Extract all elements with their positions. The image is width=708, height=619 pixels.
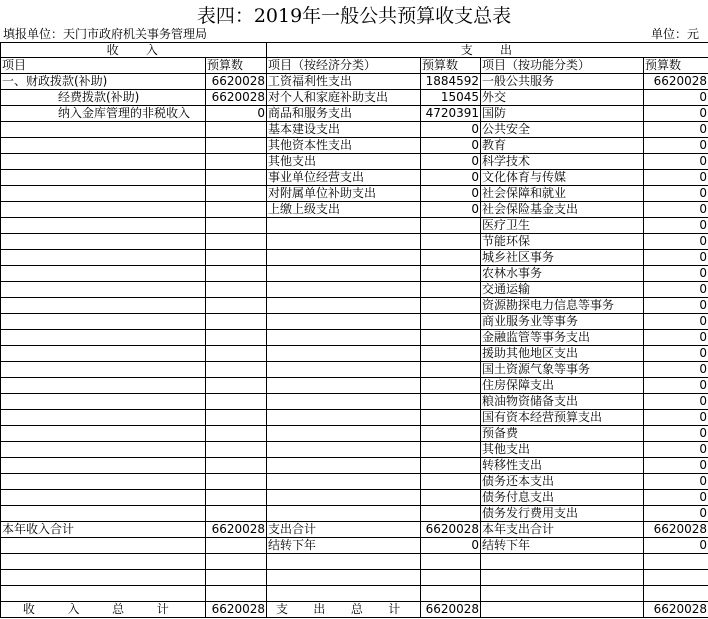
econ-item-label: [267, 362, 421, 378]
econ-item-label: 基本建设支出: [267, 122, 421, 138]
econ-carry-label: 结转下年: [267, 538, 421, 554]
econ-item-label: [267, 442, 421, 458]
table-row: [1, 154, 708, 170]
econ-total-value: 6620028: [421, 522, 481, 538]
totals-row: [1, 522, 708, 538]
func-item-value: 6620028: [644, 74, 708, 90]
col-header-econ-item: 项目（按经济分类）: [267, 58, 421, 74]
econ-item-label: [267, 458, 421, 474]
func-item-value: 0: [644, 186, 708, 202]
income-item-value: [206, 154, 267, 170]
income-item-value: [206, 234, 267, 250]
income-item-label: [1, 346, 206, 362]
empty-cell: [481, 554, 644, 570]
econ-item-value: [421, 474, 481, 490]
empty-cell: [206, 586, 267, 602]
col-header-econ-budget: 预算数: [421, 58, 481, 74]
func-item-label: 国有资本经营预算支出: [481, 410, 644, 426]
income-item-value: [206, 426, 267, 442]
table-row: [1, 458, 708, 474]
grand-expense-value: 6620028: [421, 602, 481, 618]
econ-carry-value: 0: [421, 538, 481, 554]
table-row: [1, 170, 708, 186]
income-item-label: [1, 186, 206, 202]
income-section-header: 收 入: [1, 43, 267, 58]
col-header-func-item: 项目（按功能分类）: [481, 58, 644, 74]
econ-item-value: 0: [421, 154, 481, 170]
func-item-label: 社会保险基金支出: [481, 202, 644, 218]
empty-cell: [421, 554, 481, 570]
income-item-value: [206, 362, 267, 378]
econ-item-value: [421, 490, 481, 506]
table-row: [1, 506, 708, 522]
income-item-value: [206, 202, 267, 218]
income-item-label: [1, 170, 206, 186]
econ-item-label: 商品和服务支出: [267, 106, 421, 122]
income-item-label: [1, 234, 206, 250]
func-item-value: 0: [644, 330, 708, 346]
income-item-label: [1, 154, 206, 170]
func-item-value: 0: [644, 170, 708, 186]
func-item-value: 0: [644, 138, 708, 154]
func-item-label: 教育: [481, 138, 644, 154]
econ-item-label: [267, 282, 421, 298]
income-item-value: 0: [206, 106, 267, 122]
econ-item-value: 0: [421, 122, 481, 138]
econ-item-value: [421, 218, 481, 234]
col-header-budget: 预算数: [206, 58, 267, 74]
table-row: [1, 362, 708, 378]
econ-item-value: [421, 330, 481, 346]
header-row-sections: [1, 43, 708, 58]
func-item-value: 0: [644, 490, 708, 506]
econ-item-label: [267, 266, 421, 282]
empty-cell: [481, 602, 644, 618]
table-row: [1, 410, 708, 426]
econ-item-label: [267, 234, 421, 250]
table-row: [1, 234, 708, 250]
col-header-func-budget: 预算数: [644, 58, 708, 74]
table-row: [1, 106, 708, 122]
econ-item-value: [421, 410, 481, 426]
empty-cell: [644, 586, 708, 602]
econ-item-label: [267, 410, 421, 426]
table-row: [1, 426, 708, 442]
func-item-value: 0: [644, 442, 708, 458]
func-item-label: 节能环保: [481, 234, 644, 250]
income-item-label: [1, 266, 206, 282]
expense-section-header: 支 出: [267, 43, 708, 58]
func-item-label: 粮油物资储备支出: [481, 394, 644, 410]
econ-item-label: [267, 426, 421, 442]
econ-item-label: [267, 474, 421, 490]
econ-item-value: [421, 298, 481, 314]
func-item-label: 金融监管等事务支出: [481, 330, 644, 346]
econ-item-value: [421, 346, 481, 362]
econ-item-label: [267, 314, 421, 330]
income-item-value: [206, 170, 267, 186]
func-item-label: 科学技术: [481, 154, 644, 170]
econ-item-label: 其他支出: [267, 154, 421, 170]
func-item-label: 援助其他地区支出: [481, 346, 644, 362]
func-item-value: 0: [644, 154, 708, 170]
func-item-value: 0: [644, 410, 708, 426]
empty-cell: [1, 570, 206, 586]
table-row: [1, 394, 708, 410]
table-row: [1, 474, 708, 490]
empty-cell: [421, 570, 481, 586]
income-item-value: [206, 442, 267, 458]
func-item-value: 0: [644, 106, 708, 122]
empty-cell: [1, 538, 206, 554]
econ-item-value: [421, 266, 481, 282]
func-item-value: 0: [644, 362, 708, 378]
table-row: [1, 218, 708, 234]
econ-item-value: 0: [421, 138, 481, 154]
income-item-value: [206, 266, 267, 282]
income-item-label: [1, 250, 206, 266]
grand-income-value: 6620028: [206, 602, 267, 618]
income-item-value: [206, 330, 267, 346]
econ-total-label: 支出合计: [267, 522, 421, 538]
income-item-value: [206, 138, 267, 154]
econ-item-value: 15045: [421, 90, 481, 106]
income-item-value: [206, 314, 267, 330]
func-item-value: 0: [644, 394, 708, 410]
table-row: [1, 330, 708, 346]
income-item-label: 纳入金库管理的非税收入: [1, 106, 206, 122]
econ-item-value: [421, 250, 481, 266]
empty-cell: [267, 554, 421, 570]
func-item-label: 转移性支出: [481, 458, 644, 474]
func-item-value: 0: [644, 282, 708, 298]
func-item-value: 0: [644, 298, 708, 314]
func-item-value: 0: [644, 458, 708, 474]
table-row: [1, 138, 708, 154]
econ-item-value: [421, 282, 481, 298]
blank-row: [1, 554, 708, 570]
econ-item-value: 0: [421, 186, 481, 202]
econ-item-label: [267, 298, 421, 314]
econ-item-label: [267, 218, 421, 234]
econ-item-value: [421, 234, 481, 250]
budget-table: [0, 42, 708, 618]
grand-total-row: [1, 602, 708, 618]
table-row: [1, 282, 708, 298]
table-row: [1, 250, 708, 266]
blank-row: [1, 570, 708, 586]
income-item-value: [206, 282, 267, 298]
table-row: [1, 122, 708, 138]
income-item-label: [1, 330, 206, 346]
income-item-label: [1, 410, 206, 426]
empty-cell: [421, 586, 481, 602]
econ-item-label: 工资福利性支出: [267, 74, 421, 90]
income-item-label: [1, 474, 206, 490]
func-item-label: 资源勘探电力信息等事务: [481, 298, 644, 314]
income-item-value: [206, 458, 267, 474]
income-item-label: [1, 298, 206, 314]
empty-cell: [206, 538, 267, 554]
header-row-columns: [1, 58, 708, 74]
econ-item-label: [267, 250, 421, 266]
income-item-label: [1, 362, 206, 378]
table-row: [1, 346, 708, 362]
table-row: [1, 266, 708, 282]
empty-cell: [1, 586, 206, 602]
income-item-value: [206, 394, 267, 410]
func-item-value: 0: [644, 234, 708, 250]
income-item-value: [206, 378, 267, 394]
income-item-value: [206, 186, 267, 202]
income-item-label: [1, 202, 206, 218]
econ-item-value: [421, 426, 481, 442]
income-item-label: [1, 426, 206, 442]
func-item-value: 0: [644, 378, 708, 394]
income-item-value: [206, 250, 267, 266]
income-item-label: [1, 458, 206, 474]
income-total-label: 本年收入合计: [1, 522, 206, 538]
econ-item-label: 对附属单位补助支出: [267, 186, 421, 202]
fill-unit-label: 填报单位：天门市政府机关事务管理局: [3, 27, 208, 41]
func-total-label: 本年支出合计: [481, 522, 644, 538]
func-item-value: 0: [644, 266, 708, 282]
func-item-label: 住房保障支出: [481, 378, 644, 394]
income-item-label: [1, 138, 206, 154]
econ-item-value: [421, 458, 481, 474]
income-total-value: 6620028: [206, 522, 267, 538]
econ-item-value: [421, 394, 481, 410]
table-row: [1, 90, 708, 106]
currency-unit-label: 单位：元: [650, 27, 699, 41]
econ-item-value: 0: [421, 202, 481, 218]
empty-cell: [644, 554, 708, 570]
empty-cell: [267, 570, 421, 586]
budget-table-body: [1, 43, 708, 618]
func-item-label: 农林水事务: [481, 266, 644, 282]
income-item-value: 6620028: [206, 74, 267, 90]
income-item-label: [1, 490, 206, 506]
econ-item-label: [267, 330, 421, 346]
func-item-value: 0: [644, 314, 708, 330]
empty-cell: [644, 570, 708, 586]
income-item-label: [1, 122, 206, 138]
func-item-value: 0: [644, 250, 708, 266]
econ-item-label: 事业单位经营支出: [267, 170, 421, 186]
empty-cell: [481, 586, 644, 602]
econ-item-label: [267, 378, 421, 394]
func-item-label: 交通运输: [481, 282, 644, 298]
table-row: [1, 490, 708, 506]
income-item-label: [1, 314, 206, 330]
func-carry-value: 0: [644, 538, 708, 554]
income-item-label: [1, 218, 206, 234]
func-item-value: 0: [644, 122, 708, 138]
income-item-value: [206, 506, 267, 522]
func-carry-label: 结转下年: [481, 538, 644, 554]
econ-item-label: [267, 346, 421, 362]
grand-func-value: 6620028: [644, 602, 708, 618]
func-item-label: 外交: [481, 90, 644, 106]
func-item-label: 医疗卫生: [481, 218, 644, 234]
page-title: 表四：2019年一般公共预算收支总表: [196, 5, 512, 27]
func-item-label: 预备费: [481, 426, 644, 442]
func-item-label: 国土资源气象等事务: [481, 362, 644, 378]
income-item-label: 一、财政拨款(补助): [1, 74, 206, 90]
col-header-item: 项目: [1, 58, 206, 74]
econ-item-value: [421, 362, 481, 378]
income-item-value: [206, 218, 267, 234]
empty-cell: [206, 554, 267, 570]
econ-item-label: 上缴上级支出: [267, 202, 421, 218]
income-item-value: [206, 474, 267, 490]
func-total-value: 6620028: [644, 522, 708, 538]
income-item-label: [1, 506, 206, 522]
empty-cell: [481, 570, 644, 586]
table-row: [1, 298, 708, 314]
func-item-label: 债务付息支出: [481, 490, 644, 506]
econ-item-label: [267, 490, 421, 506]
func-item-value: 0: [644, 506, 708, 522]
income-item-value: [206, 122, 267, 138]
econ-item-label: [267, 506, 421, 522]
func-item-value: 0: [644, 474, 708, 490]
func-item-label: 商业服务业等事务: [481, 314, 644, 330]
func-item-value: 0: [644, 90, 708, 106]
econ-item-value: [421, 442, 481, 458]
income-item-value: [206, 298, 267, 314]
empty-cell: [267, 586, 421, 602]
econ-item-value: 4720391: [421, 106, 481, 122]
grand-income-label: 收 入 总 计: [1, 602, 206, 618]
econ-item-value: [421, 506, 481, 522]
income-item-label: [1, 282, 206, 298]
func-item-label: 债务发行费用支出: [481, 506, 644, 522]
func-item-label: 国防: [481, 106, 644, 122]
econ-item-label: 对个人和家庭补助支出: [267, 90, 421, 106]
func-item-label: 文化体育与传媒: [481, 170, 644, 186]
income-item-value: [206, 490, 267, 506]
func-item-label: 社会保障和就业: [481, 186, 644, 202]
table-row: [1, 314, 708, 330]
econ-item-value: [421, 314, 481, 330]
econ-item-value: 1884592: [421, 74, 481, 90]
income-item-label: 经费拨款(补助): [1, 90, 206, 106]
econ-item-label: 其他资本性支出: [267, 138, 421, 154]
func-item-label: 城乡社区事务: [481, 250, 644, 266]
income-item-label: [1, 442, 206, 458]
func-item-label: 债务还本支出: [481, 474, 644, 490]
func-item-label: 其他支出: [481, 442, 644, 458]
func-item-label: 一般公共服务: [481, 74, 644, 90]
func-item-value: 0: [644, 202, 708, 218]
income-item-label: [1, 394, 206, 410]
func-item-value: 0: [644, 426, 708, 442]
carry-over-row: [1, 538, 708, 554]
table-row: [1, 202, 708, 218]
table-row: [1, 74, 708, 90]
grand-expense-label: 支 出 总 计: [267, 602, 421, 618]
income-item-value: 6620028: [206, 90, 267, 106]
func-item-value: 0: [644, 346, 708, 362]
blank-row: [1, 586, 708, 602]
income-item-label: [1, 378, 206, 394]
func-item-label: 公共安全: [481, 122, 644, 138]
empty-cell: [206, 570, 267, 586]
econ-item-value: 0: [421, 170, 481, 186]
income-item-value: [206, 346, 267, 362]
econ-item-label: [267, 394, 421, 410]
table-row: [1, 442, 708, 458]
income-item-value: [206, 410, 267, 426]
table-row: [1, 378, 708, 394]
func-item-value: 0: [644, 218, 708, 234]
empty-cell: [1, 554, 206, 570]
table-row: [1, 186, 708, 202]
econ-item-value: [421, 378, 481, 394]
